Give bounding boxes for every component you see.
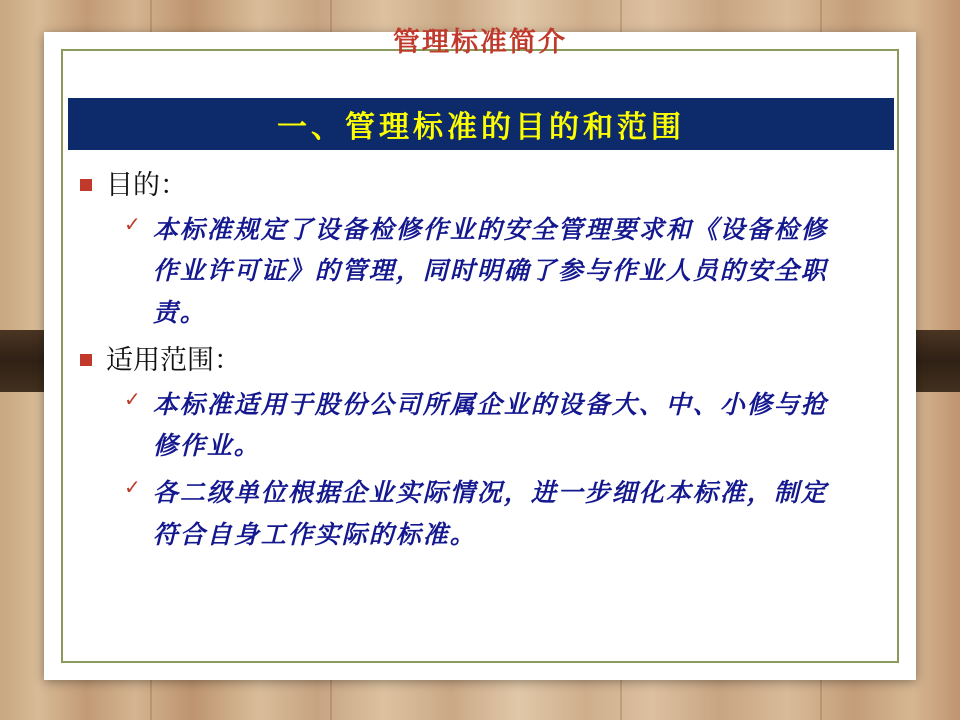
- content-section: [80, 168, 880, 333]
- content-section: [80, 343, 880, 555]
- list-item: [124, 472, 880, 555]
- section-heading: [80, 343, 880, 378]
- page-title: 管理标准简介: [393, 27, 567, 58]
- section-heading: [80, 168, 880, 203]
- slide-content: [80, 158, 880, 561]
- check-mark-icon: ✓: [124, 388, 141, 411]
- check-mark-icon: ✓: [124, 477, 141, 500]
- check-mark-icon: ✓: [124, 214, 141, 237]
- square-bullet-icon: [80, 179, 92, 191]
- section-header-bar: [68, 98, 894, 150]
- section-heading-text: 适用范围：: [106, 344, 241, 376]
- list-item-text: 本标准适用于股份公司所属企业的设备大、中、小修与抢修作业。: [152, 389, 828, 461]
- list-item: [124, 209, 880, 333]
- list-item: [124, 384, 880, 467]
- section-header-text: 一、管理标准的目的和范围: [277, 110, 685, 145]
- square-bullet-icon: [80, 354, 92, 366]
- list-item-text: 各二级单位根据企业实际情况，进一步细化本标准，制定符合自身工作实际的标准。: [152, 478, 828, 549]
- list-item-text: 本标准规定了设备检修作业的安全管理要求和《设备检修作业许可证》的管理，同时明确了参与作业人员的安全职责。: [152, 215, 828, 327]
- section-heading-text: 目的：: [106, 170, 187, 201]
